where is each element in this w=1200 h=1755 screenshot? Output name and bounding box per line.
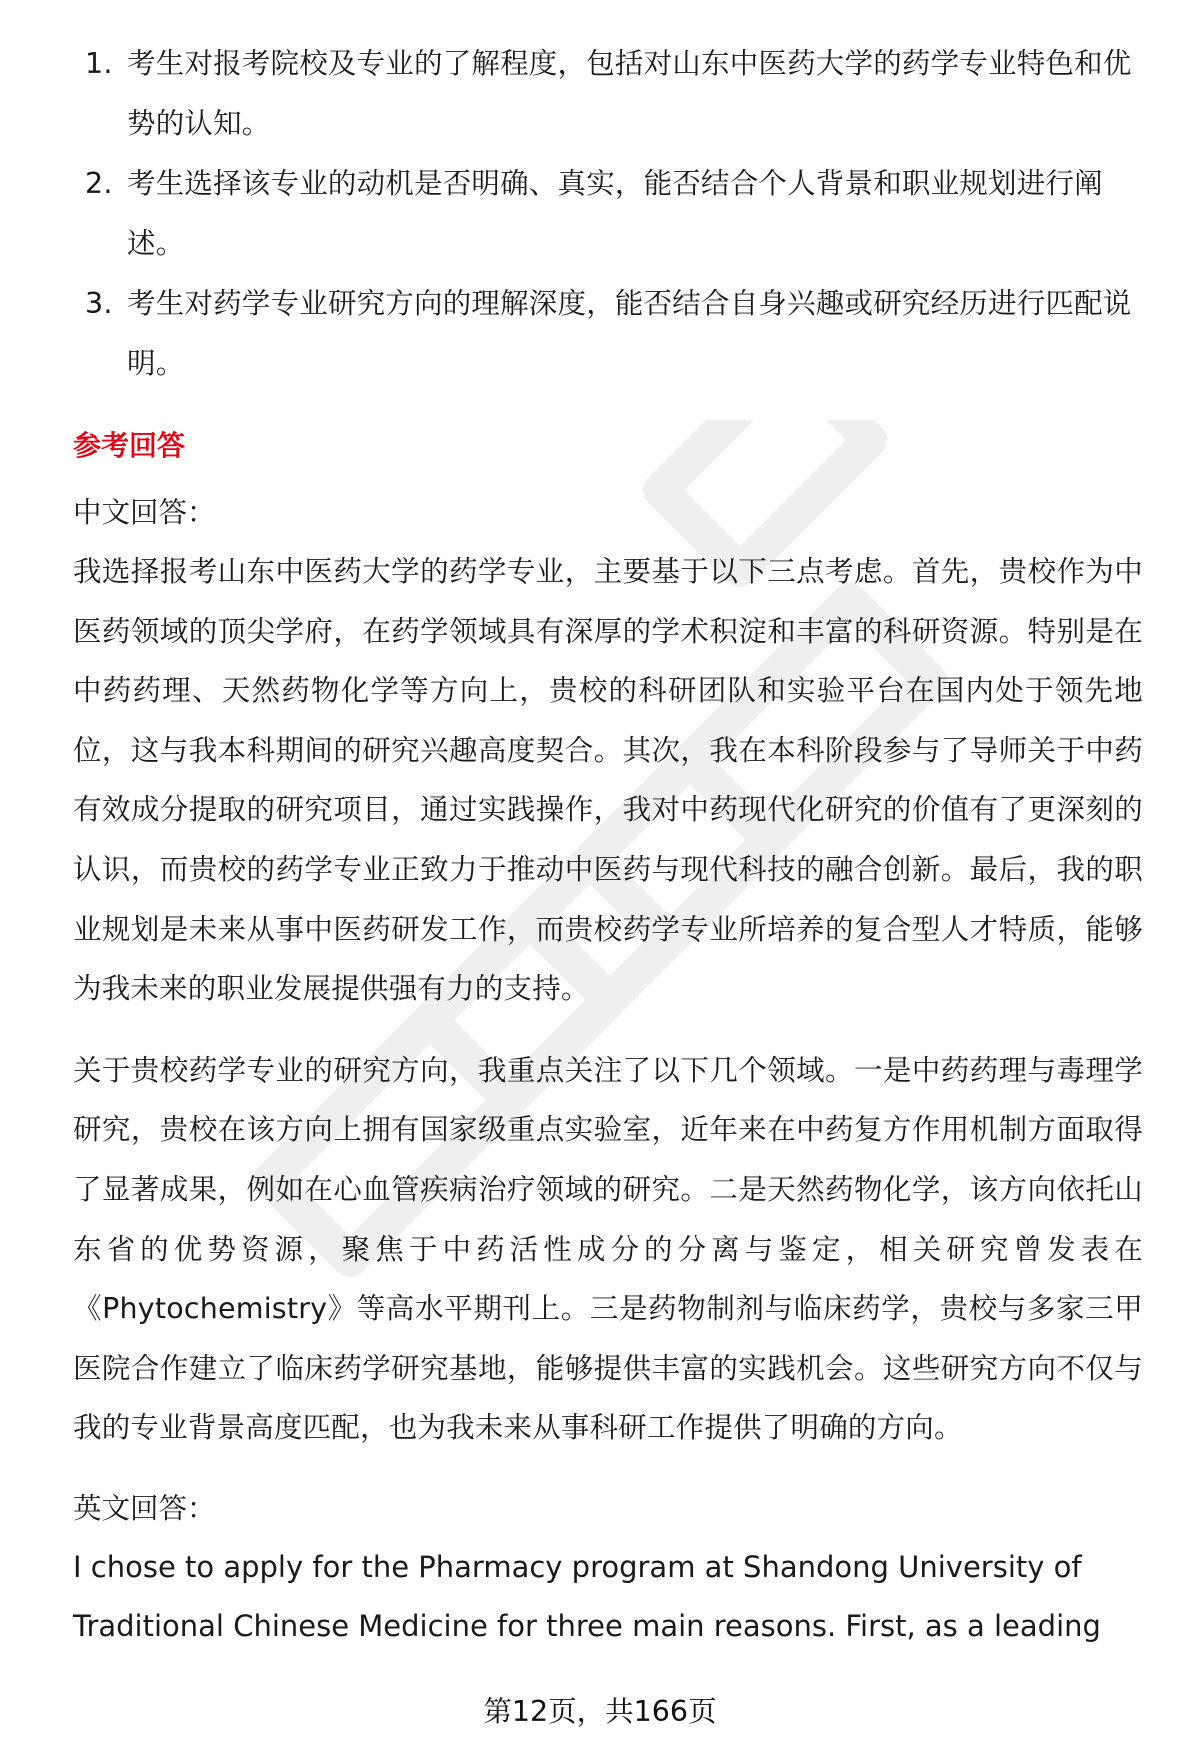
list-item-number: 2. (85, 167, 113, 200)
list-item-text: 考生选择该专业的动机是否明确、真实，能否结合个人背景和职业规划进行阐述。 (127, 167, 1103, 260)
list-item-number: 3. (85, 287, 113, 320)
chinese-answer-paragraph: 关于贵校药学专业的研究方向，我重点关注了以下几个领域。一是中药药理与毒理学研究，贵校在该方向上拥有国家级重点实验室，近年来在中药复方作用机制方面取得了显著成果，例如在心血管疾病治疗领域的研究。二是天然药物化学，该方向依托山东省的优势资源，聚焦于中药活性成分的分离与鉴定，相关研究曾发表在《Phytochemistry》等高水平期刊上。三是药物制剂与临床药学，贵校与多家三甲医院合作建立了临床药学研究基地，能够提供丰富的实践机会。这些研究方向不仅与我的专业背景高度匹配，也为我未来从事科研工作提供了明确的方向。 (73, 1053, 1143, 1445)
list-item-text: 考生对药学专业研究方向的理解深度，能否结合自身兴趣或研究经历进行匹配说明。 (127, 287, 1132, 380)
english-answer-label: 英文回答： (73, 1491, 216, 1525)
list-item-number: 1. (85, 47, 113, 80)
list-item (73, 34, 1143, 154)
page-content (73, 34, 1143, 1656)
list-item (73, 154, 1143, 274)
chinese-answer-paragraph: 我选择报考山东中医药大学的药学专业，主要基于以下三点考虑。首先，贵校作为中医药领域的顶尖学府，在药学领域具有深厚的学术积淀和丰富的科研资源。特别是在中药药理、天然药物化学等方向上，贵校的科研团队和实验平台在国内处于领先地位，这与我本科期间的研究兴趣高度契合。其次，我在本科阶段参与了导师关于中药有效成分提取的研究项目，通过实践操作，我对中药现代化研究的价值有了更深刻的认识，而贵校的药学专业正致力于推动中医药与现代科技的融合创新。最后，我的职业规划是未来从事中医药研发工作，而贵校药学专业所培养的复合型人才特质，能够为我未来的职业发展提供强有力的支持。 (73, 555, 1143, 1006)
reference-answer-heading: 参考回答 (73, 429, 186, 462)
english-answer-paragraph: I chose to apply for the Pharmacy program at Shandong University of Traditional Chinese Medicine for three main reasons. First, as a leading (73, 1549, 1101, 1643)
page-number-footer: 第12页，共166页 (0, 1692, 1200, 1732)
list-item (73, 274, 1143, 394)
list-item-text: 考生对报考院校及专业的了解程度，包括对山东中医药大学的药学专业特色和优势的认知。 (127, 47, 1132, 140)
chinese-answer-label: 中文回答： (73, 496, 216, 529)
evaluation-criteria-list (73, 34, 1143, 394)
